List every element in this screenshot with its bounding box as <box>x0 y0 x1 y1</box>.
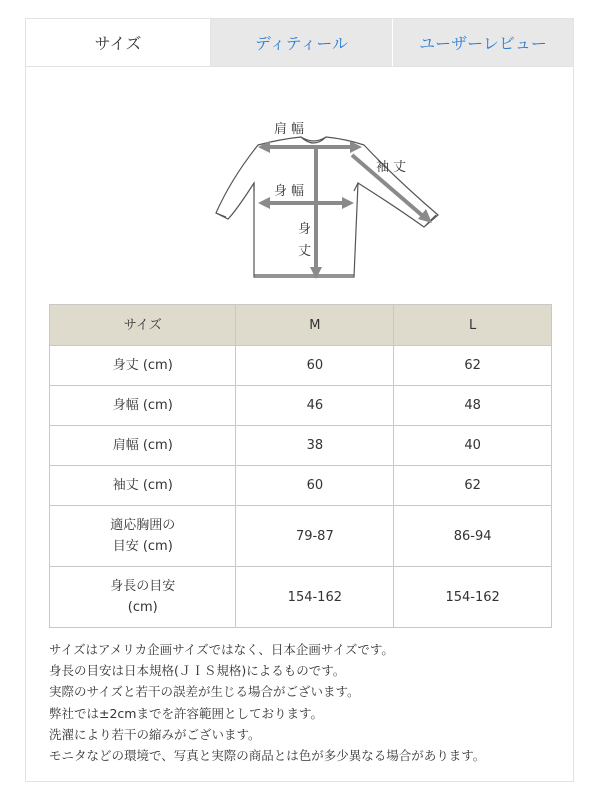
header-size: サイズ <box>50 305 236 346</box>
note-line: 洗濯により若干の縮みがございます。 <box>49 726 261 742</box>
note-line: 実際のサイズと若干の誤差が生じる場合がございます。 <box>49 684 360 700</box>
size-panel <box>25 18 574 782</box>
cell-m: 46 <box>236 386 394 426</box>
table-row <box>50 426 552 466</box>
table-header-row <box>50 305 552 346</box>
note-line: 身長の目安は日本規格(ＪＩＳ規格)によるものです。 <box>49 663 346 679</box>
label-sleeve-length: 袖丈 <box>376 160 411 175</box>
cell-l: 48 <box>394 386 552 426</box>
tab-bar <box>26 19 573 67</box>
size-table <box>49 304 552 628</box>
cell-m: 79-87 <box>236 506 394 567</box>
row-label <box>50 506 236 567</box>
header-l: L <box>394 305 552 346</box>
note-line: 弊社では±2cmまでを許容範囲としております。 <box>49 705 323 721</box>
header-m: M <box>236 305 394 346</box>
cell-m: 60 <box>236 466 394 506</box>
cell-m: 60 <box>236 346 394 386</box>
table-row <box>50 386 552 426</box>
row-label-line: 適応胸囲の <box>110 518 176 533</box>
note-line: モニタなどの環境で、写真と実際の商品とは色が多少異なる場合があります。 <box>49 748 486 764</box>
table-row <box>50 466 552 506</box>
note-line: サイズはアメリカ企画サイズではなく、日本企画サイズです。 <box>49 642 394 657</box>
cell-l: 62 <box>394 346 552 386</box>
cell-m: 154-162 <box>236 567 394 628</box>
label-shoulder-width: 肩幅 <box>274 122 309 137</box>
row-label-line: 目安 (cm) <box>112 539 173 554</box>
cell-l: 154-162 <box>394 567 552 628</box>
shirt-outline-icon <box>216 137 438 277</box>
cell-l: 40 <box>394 426 552 466</box>
tab-user-review[interactable]: ユーザーレビュー <box>392 19 573 66</box>
label-body-width: 身幅 <box>274 184 309 199</box>
table-row <box>50 346 552 386</box>
row-label <box>50 567 236 628</box>
shirt-measurement-diagram <box>186 99 446 284</box>
row-label: 身丈 (cm) <box>50 346 236 386</box>
table-row <box>50 506 552 567</box>
cell-l: 86-94 <box>394 506 552 567</box>
tab-size[interactable]: サイズ <box>26 19 210 66</box>
row-label-line: (cm) <box>127 600 158 615</box>
size-notes <box>49 639 485 766</box>
row-label: 身幅 (cm) <box>50 386 236 426</box>
label-body-length-1: 身 <box>298 222 312 237</box>
cell-l: 62 <box>394 466 552 506</box>
label-body-length-2: 丈 <box>298 244 312 259</box>
row-label: 肩幅 (cm) <box>50 426 236 466</box>
tab-detail[interactable]: ディティール <box>210 19 392 66</box>
row-label: 袖丈 (cm) <box>50 466 236 506</box>
cell-m: 38 <box>236 426 394 466</box>
row-label-line: 身長の目安 <box>110 579 176 594</box>
table-row <box>50 567 552 628</box>
